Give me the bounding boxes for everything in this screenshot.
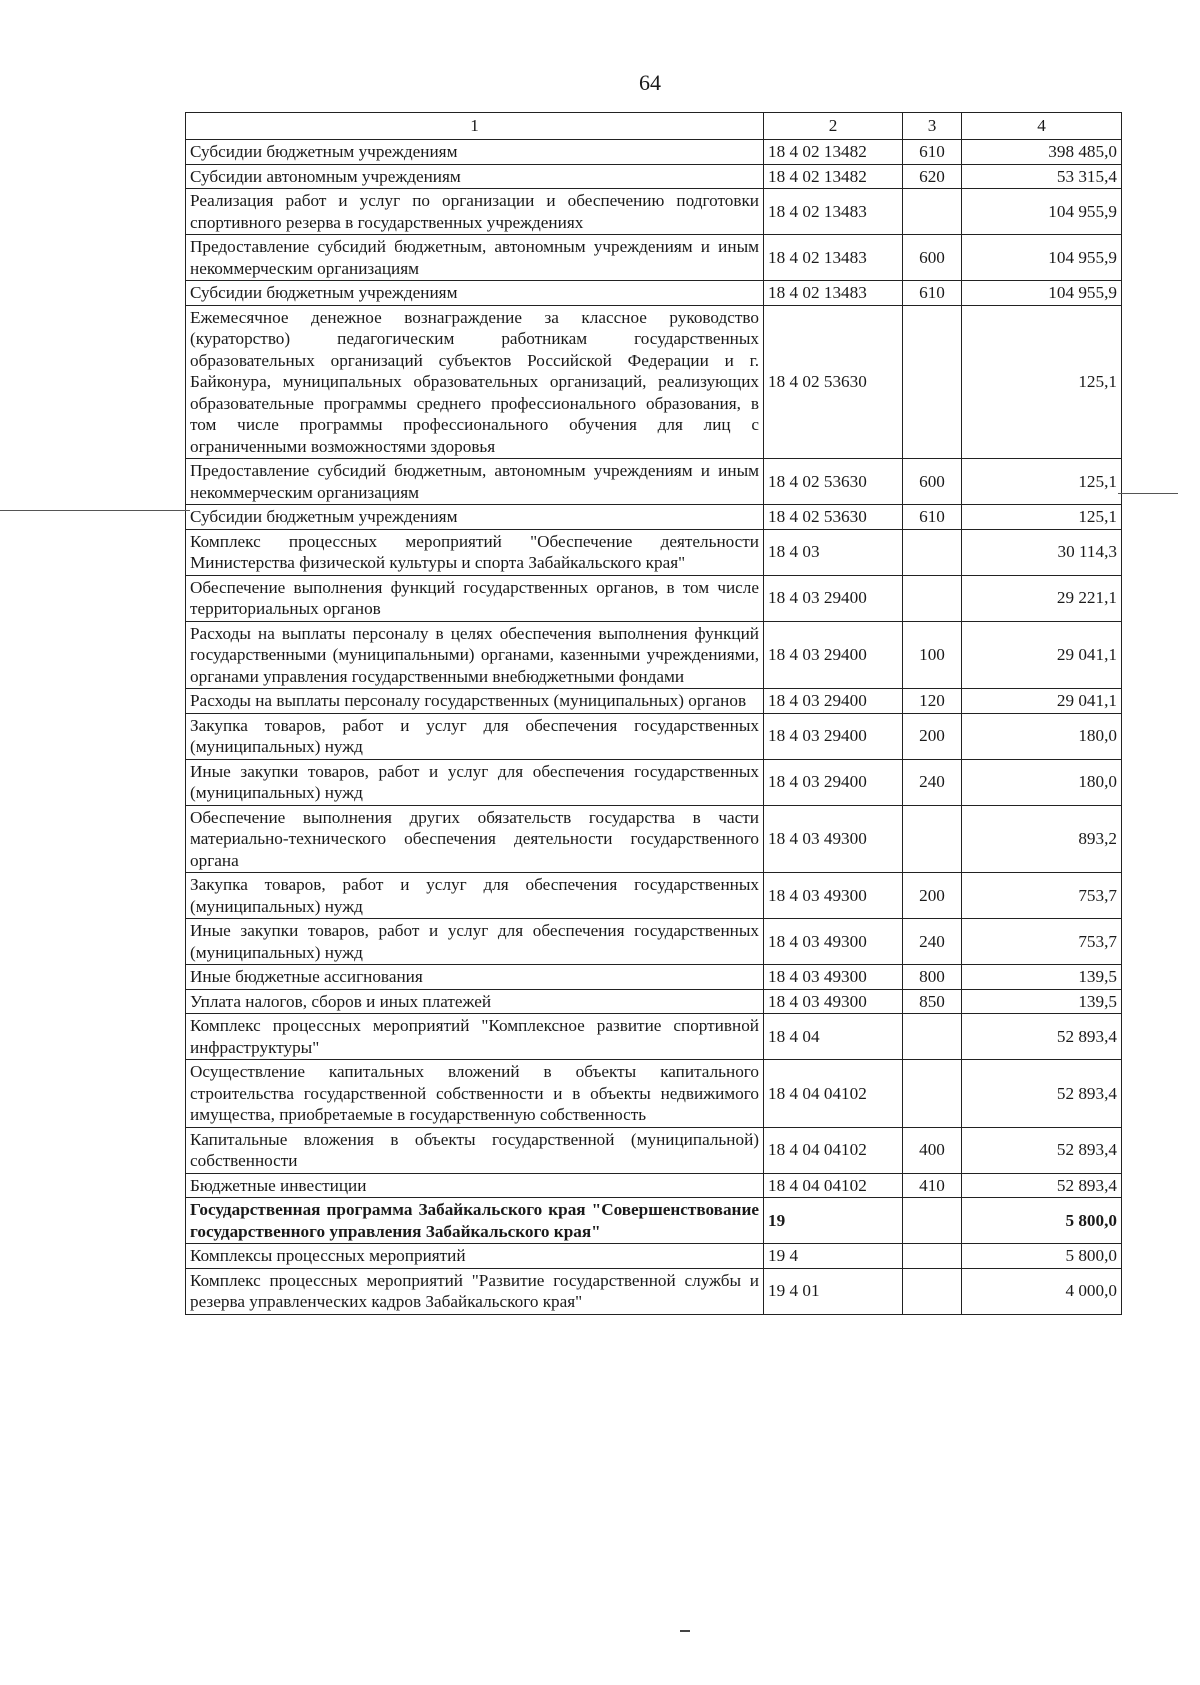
row-sum-cell: 29 221,1: [962, 575, 1122, 621]
row-type-cell: 600: [903, 459, 962, 505]
footer-dash: [680, 1630, 690, 1632]
row-code-cell: 18 4 03 29400: [764, 713, 903, 759]
column-header-name: 1: [186, 113, 764, 140]
row-name-cell: Закупка товаров, работ и услуг для обеспечения государственных (муниципальных) нужд: [186, 713, 764, 759]
row-name-cell: Обеспечение выполнения других обязательств государства в части материально-технического обеспечения деятельности государственного органа: [186, 805, 764, 873]
row-type-cell: 850: [903, 989, 962, 1014]
row-code-cell: 18 4 03 29400: [764, 575, 903, 621]
row-sum-cell: 753,7: [962, 873, 1122, 919]
table-row: [186, 1173, 1122, 1198]
row-sum-cell: 180,0: [962, 713, 1122, 759]
row-name-cell: Обеспечение выполнения функций государственных органов, в том числе территориальных органов: [186, 575, 764, 621]
row-type-cell: 620: [903, 164, 962, 189]
row-name-cell: Субсидии бюджетным учреждениям: [186, 281, 764, 306]
row-name-cell: Комплекс процессных мероприятий "Обеспечение деятельности Министерства физической культуры и спорта Забайкальского края": [186, 529, 764, 575]
row-type-cell: 200: [903, 873, 962, 919]
table-row: [186, 1127, 1122, 1173]
row-type-cell: [903, 575, 962, 621]
row-type-cell: [903, 305, 962, 459]
row-type-cell: 610: [903, 140, 962, 165]
table-row: [186, 1268, 1122, 1314]
table-row: [186, 459, 1122, 505]
row-code-cell: 18 4 03 29400: [764, 759, 903, 805]
row-type-cell: [903, 1198, 962, 1244]
table-row: [186, 873, 1122, 919]
row-name-cell: Субсидии бюджетным учреждениям: [186, 505, 764, 530]
row-sum-cell: 52 893,4: [962, 1127, 1122, 1173]
row-type-cell: 610: [903, 505, 962, 530]
table-row: [186, 1060, 1122, 1128]
column-header-type: 3: [903, 113, 962, 140]
row-type-cell: 240: [903, 919, 962, 965]
row-name-cell: Бюджетные инвестиции: [186, 1173, 764, 1198]
row-sum-cell: 53 315,4: [962, 164, 1122, 189]
row-sum-cell: 139,5: [962, 965, 1122, 990]
table-row: [186, 1014, 1122, 1060]
row-name-cell: Иные закупки товаров, работ и услуг для обеспечения государственных (муниципальных) нужд: [186, 759, 764, 805]
row-type-cell: 120: [903, 689, 962, 714]
row-sum-cell: 180,0: [962, 759, 1122, 805]
table-row: [186, 140, 1122, 165]
row-code-cell: 18 4 02 53630: [764, 305, 903, 459]
row-name-cell: Комплекс процессных мероприятий "Комплексное развитие спортивной инфраструктуры": [186, 1014, 764, 1060]
row-name-cell: Субсидии автономным учреждениям: [186, 164, 764, 189]
row-code-cell: 18 4 03 49300: [764, 873, 903, 919]
row-type-cell: 610: [903, 281, 962, 306]
row-type-cell: 800: [903, 965, 962, 990]
row-name-cell: Предоставление субсидий бюджетным, автономным учреждениям и иным некоммерческим организациям: [186, 235, 764, 281]
row-type-cell: 240: [903, 759, 962, 805]
row-sum-cell: 753,7: [962, 919, 1122, 965]
row-code-cell: 18 4 02 13483: [764, 189, 903, 235]
row-code-cell: 18 4 03 49300: [764, 965, 903, 990]
table-row: [186, 805, 1122, 873]
row-sum-cell: 29 041,1: [962, 621, 1122, 689]
row-type-cell: [903, 805, 962, 873]
row-name-cell: Осуществление капитальных вложений в объекты капитального строительства государственной собственности и в объекты недвижимого имущества, приобретаемые в государственную собственность: [186, 1060, 764, 1128]
table-row: [186, 575, 1122, 621]
row-name-cell: Закупка товаров, работ и услуг для обеспечения государственных (муниципальных) нужд: [186, 873, 764, 919]
row-type-cell: [903, 189, 962, 235]
table-row: [186, 189, 1122, 235]
row-code-cell: 18 4 04 04102: [764, 1060, 903, 1128]
row-code-cell: 18 4 02 13483: [764, 281, 903, 306]
table-row: [186, 689, 1122, 714]
table-row: [186, 1198, 1122, 1244]
row-name-cell: Уплата налогов, сборов и иных платежей: [186, 989, 764, 1014]
table-row: [186, 989, 1122, 1014]
row-code-cell: 18 4 03 29400: [764, 621, 903, 689]
row-sum-cell: 125,1: [962, 459, 1122, 505]
row-name-cell: Комплекс процессных мероприятий "Развитие государственной службы и резерва управленческих кадров Забайкальского края": [186, 1268, 764, 1314]
row-name-cell: Иные закупки товаров, работ и услуг для обеспечения государственных (муниципальных) нужд: [186, 919, 764, 965]
table-row: [186, 529, 1122, 575]
row-sum-cell: 139,5: [962, 989, 1122, 1014]
budget-table: [185, 112, 1122, 1315]
row-sum-cell: 52 893,4: [962, 1014, 1122, 1060]
row-code-cell: 18 4 04: [764, 1014, 903, 1060]
scan-line-left: [0, 510, 190, 511]
row-code-cell: 18 4 02 13482: [764, 140, 903, 165]
scan-line-right: [1118, 493, 1178, 494]
table-row: [186, 305, 1122, 459]
table-row: [186, 965, 1122, 990]
table-row: [186, 759, 1122, 805]
table-row: [186, 505, 1122, 530]
row-code-cell: 18 4 02 13483: [764, 235, 903, 281]
row-code-cell: 19 4: [764, 1244, 903, 1269]
row-code-cell: 18 4 04 04102: [764, 1127, 903, 1173]
row-type-cell: 200: [903, 713, 962, 759]
row-code-cell: 18 4 02 53630: [764, 459, 903, 505]
row-type-cell: 100: [903, 621, 962, 689]
table-header-row: [186, 113, 1122, 140]
row-type-cell: [903, 1014, 962, 1060]
row-code-cell: 18 4 02 13482: [764, 164, 903, 189]
table-body: [186, 140, 1122, 1315]
row-sum-cell: 104 955,9: [962, 189, 1122, 235]
row-type-cell: [903, 529, 962, 575]
row-name-cell: Комплексы процессных мероприятий: [186, 1244, 764, 1269]
row-code-cell: 18 4 03 29400: [764, 689, 903, 714]
table-row: [186, 713, 1122, 759]
row-code-cell: 19: [764, 1198, 903, 1244]
row-sum-cell: 104 955,9: [962, 281, 1122, 306]
row-sum-cell: 30 114,3: [962, 529, 1122, 575]
table-row: [186, 1244, 1122, 1269]
page-number: 64: [639, 70, 661, 95]
table-row: [186, 235, 1122, 281]
row-name-cell: Реализация работ и услуг по организации и обеспечению подготовки спортивного резерва в государственных учреждениях: [186, 189, 764, 235]
row-name-cell: Предоставление субсидий бюджетным, автономным учреждениям и иным некоммерческим организациям: [186, 459, 764, 505]
column-header-code: 2: [764, 113, 903, 140]
table-row: [186, 919, 1122, 965]
row-sum-cell: 5 800,0: [962, 1198, 1122, 1244]
table-row: [186, 281, 1122, 306]
row-code-cell: 18 4 03 49300: [764, 805, 903, 873]
row-sum-cell: 104 955,9: [962, 235, 1122, 281]
row-code-cell: 18 4 03: [764, 529, 903, 575]
row-sum-cell: 125,1: [962, 305, 1122, 459]
row-type-cell: 600: [903, 235, 962, 281]
row-sum-cell: 5 800,0: [962, 1244, 1122, 1269]
row-type-cell: 410: [903, 1173, 962, 1198]
column-header-sum: 4: [962, 113, 1122, 140]
row-sum-cell: 398 485,0: [962, 140, 1122, 165]
row-name-cell: Субсидии бюджетным учреждениям: [186, 140, 764, 165]
row-type-cell: [903, 1268, 962, 1314]
table-row: [186, 164, 1122, 189]
row-name-cell: Расходы на выплаты персоналу в целях обеспечения выполнения функций государственными (муниципальными) органами, казенными учреждениями, органами управления государственными внебюджетными фондами: [186, 621, 764, 689]
row-sum-cell: 52 893,4: [962, 1173, 1122, 1198]
row-type-cell: 400: [903, 1127, 962, 1173]
row-type-cell: [903, 1060, 962, 1128]
row-code-cell: 18 4 02 53630: [764, 505, 903, 530]
row-sum-cell: 893,2: [962, 805, 1122, 873]
row-sum-cell: 52 893,4: [962, 1060, 1122, 1128]
row-name-cell: Ежемесячное денежное вознаграждение за классное руководство (кураторство) педагогическим работникам государственных образовательных организаций субъектов Российской Федерации и г. Байконура, муниципальных образовательных организаций, реализующих образовательные программы среднего профессионального образования, в том числе программы профессионального обучения для лиц с ограниченными возможностями здоровья: [186, 305, 764, 459]
row-code-cell: 18 4 03 49300: [764, 919, 903, 965]
row-type-cell: [903, 1244, 962, 1269]
row-name-cell: Капитальные вложения в объекты государственной (муниципальной) собственности: [186, 1127, 764, 1173]
row-code-cell: 18 4 03 49300: [764, 989, 903, 1014]
row-name-cell: Иные бюджетные ассигнования: [186, 965, 764, 990]
row-sum-cell: 125,1: [962, 505, 1122, 530]
row-name-cell: Государственная программа Забайкальского края "Совершенствование государственного управления Забайкальского края": [186, 1198, 764, 1244]
row-name-cell: Расходы на выплаты персоналу государственных (муниципальных) органов: [186, 689, 764, 714]
table-row: [186, 621, 1122, 689]
row-sum-cell: 29 041,1: [962, 689, 1122, 714]
row-sum-cell: 4 000,0: [962, 1268, 1122, 1314]
row-code-cell: 18 4 04 04102: [764, 1173, 903, 1198]
row-code-cell: 19 4 01: [764, 1268, 903, 1314]
